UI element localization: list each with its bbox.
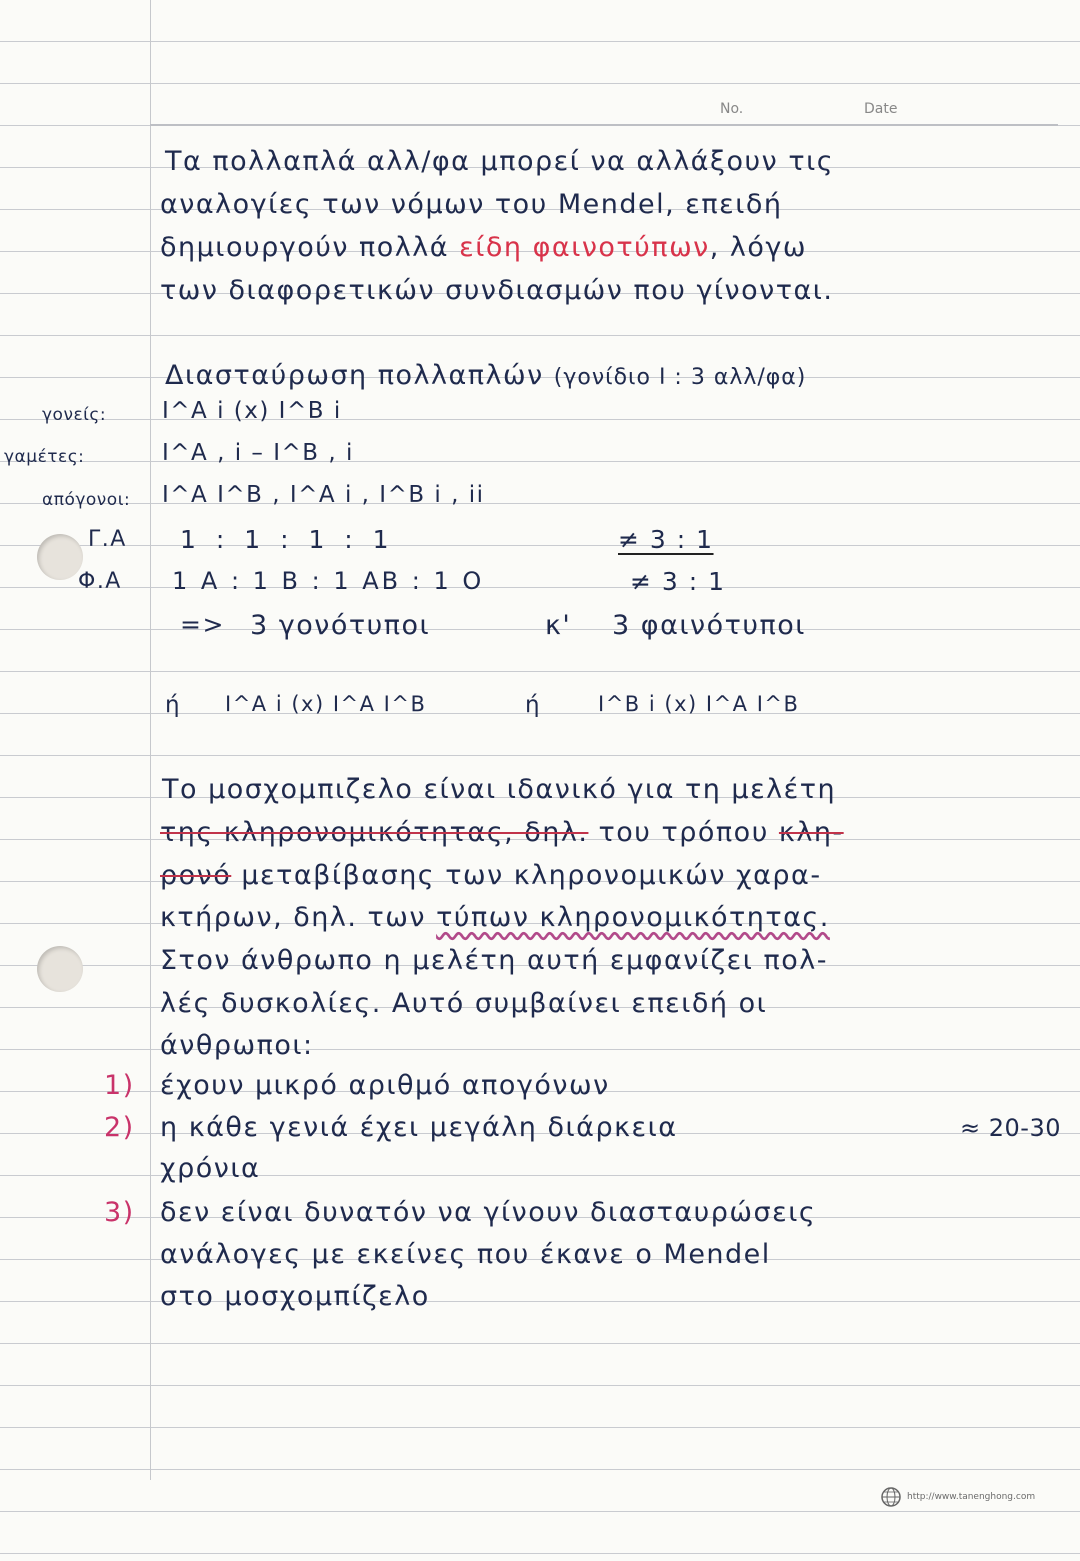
header-line bbox=[150, 124, 1058, 126]
para1-line2: αναλογίες των νόμων του Mendel, επειδή bbox=[160, 189, 783, 220]
heredity-types: τύπων κληρονομικότητας. bbox=[436, 902, 830, 933]
binder-hole bbox=[37, 534, 83, 580]
ga-neq: ≠ 3 : 1 bbox=[618, 525, 714, 554]
para1-line3-c: , λόγω bbox=[709, 232, 808, 263]
or2-cross: Ι^Β i (x) Ι^Α Ι^Β bbox=[598, 692, 800, 716]
para1-line3-a: δημιουργούν πολλά bbox=[160, 232, 450, 263]
row-value-parents: Ι^Α i (x) Ι^Β i bbox=[162, 398, 342, 424]
fa-neq: ≠ 3 : 1 bbox=[630, 567, 726, 596]
list-cont-3: ανάλογες με εκείνες που έκανε ο Mendel bbox=[160, 1239, 771, 1270]
list-extra-2: ≈ 20-30 bbox=[960, 1114, 1061, 1142]
cross-title: Διασταύρωση πολλαπλών bbox=[165, 360, 544, 391]
margin-line bbox=[150, 0, 151, 1480]
cross-note: (γονίδιο Ι : 3 αλλ/φα) bbox=[553, 365, 807, 390]
or1-cross: Ι^Α i (x) Ι^Α Ι^Β bbox=[225, 692, 427, 716]
fa-ratio: 1 A : 1 B : 1 AB : 1 O bbox=[172, 567, 485, 595]
globe-icon bbox=[880, 1486, 902, 1508]
row-value-gametes: Ι^Α , i – Ι^Β , i bbox=[162, 440, 354, 466]
para2-line3-text: μεταβίβασης των κληρονομικών χαρα- bbox=[241, 860, 822, 891]
footer-url: http://www.tanenghong.com bbox=[907, 1492, 1036, 1502]
list-num-3: 3) bbox=[104, 1197, 135, 1228]
list-cont-2: χρόνια bbox=[160, 1153, 261, 1184]
row-value-offspring: Ι^Α Ι^Β , Ι^Α i , Ι^Β i , ii bbox=[162, 482, 485, 508]
list-num-1: 1) bbox=[104, 1070, 135, 1101]
list-text-1: έχουν μικρό αριθμό απογόνων bbox=[160, 1070, 610, 1101]
para1-line3 bbox=[160, 232, 807, 263]
para1-line1: Τα πολλαπλά αλλ/φα μπορεί να αλλάξουν τις bbox=[165, 146, 835, 177]
row-label-gametes: γαμέτες: bbox=[4, 447, 85, 467]
para2-line4 bbox=[160, 902, 830, 933]
or1-word: ή bbox=[165, 692, 182, 718]
result-phenotypes: 3 φαινότυποι bbox=[612, 610, 806, 641]
list-text-2: η κάθε γενιά έχει μεγάλη διάρκεια bbox=[160, 1112, 678, 1143]
footer bbox=[880, 1486, 1035, 1508]
list-cont2-3: στο μοσχομπίζελο bbox=[160, 1281, 430, 1312]
para2-line4-text: κτήρων, δηλ. των bbox=[160, 902, 426, 933]
highlight-phenotypes: είδη φαινοτύπων bbox=[459, 232, 710, 263]
ga-ratio: 1 : 1 : 1 : 1 bbox=[180, 525, 395, 554]
binder-hole bbox=[37, 946, 83, 992]
result-arrow: => bbox=[180, 610, 225, 639]
or2-word: ή bbox=[525, 692, 542, 718]
list-num-2: 2) bbox=[104, 1112, 135, 1143]
para2-line3 bbox=[160, 860, 822, 891]
para2-line6: λές δυσκολίες. Αυτό συμβαίνει επειδή οι bbox=[160, 988, 768, 1019]
para1-line4: των διαφορετικών συνδιασμών που γίνονται. bbox=[160, 275, 834, 306]
ga-label: Γ.Α bbox=[88, 527, 127, 552]
para2-strike3: ρονό bbox=[160, 860, 232, 891]
para2-line1: Το μοσχομπιζελο είναι ιδανικό για τη μελέτη bbox=[162, 774, 837, 805]
para2-strike1: της κληρονομικότητας, δηλ. bbox=[160, 817, 589, 848]
result-genotypes: 3 γονότυποι bbox=[250, 610, 431, 641]
para2-line2 bbox=[160, 817, 844, 848]
cross-title-line bbox=[165, 360, 806, 391]
fa-label: Φ.Α bbox=[78, 569, 122, 594]
para2-line5: Στον άνθρωπο η μελέτη αυτή εμφανίζει πολ- bbox=[160, 945, 828, 976]
list-text-3: δεν είναι δυνατόν να γίνουν διασταυρώσεις bbox=[160, 1197, 817, 1228]
para2-line7: άνθρωποι: bbox=[160, 1030, 314, 1061]
row-label-offspring: απόγονοι: bbox=[42, 490, 131, 510]
result-and: κ' bbox=[545, 610, 572, 641]
para2-line2-text: του τρόπου bbox=[598, 817, 769, 848]
row-label-parents: γονείς: bbox=[42, 405, 107, 425]
para2-strike2: κλη- bbox=[778, 817, 844, 848]
date-label: Date bbox=[864, 101, 898, 117]
no-label: No. bbox=[720, 101, 744, 117]
